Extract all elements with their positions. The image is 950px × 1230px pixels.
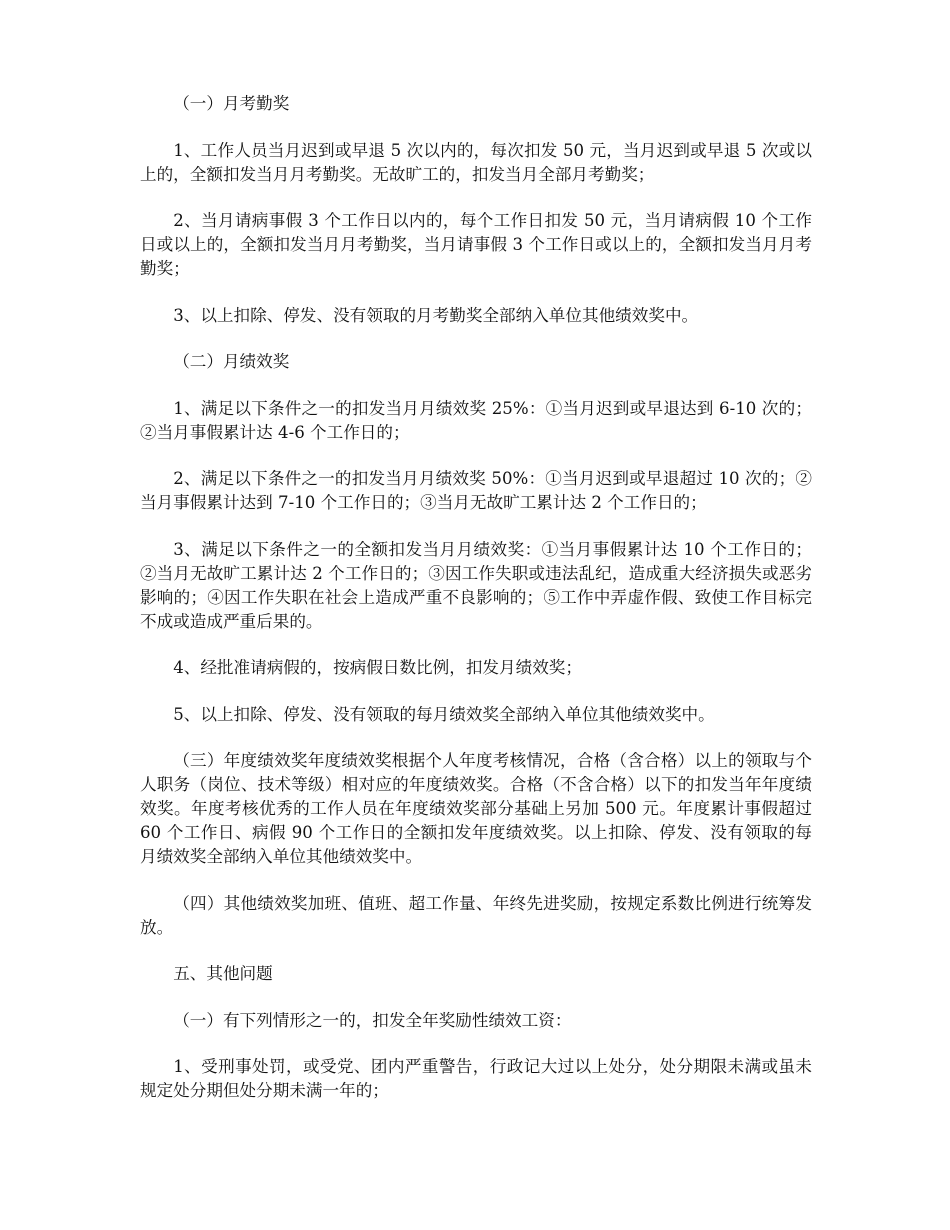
paragraph-attendance-rule-3: 3、以上扣除、停发、没有领取的月考勤奖全部纳入单位其他绩效奖中。 xyxy=(173,305,699,325)
document-body xyxy=(140,92,812,1103)
paragraph-performance-rule-3: 3、满足以下条件之一的全额扣发当月月绩效奖：①当月事假累计达 10 个工作日的；②当月无故旷工累计达 2 个工作日的；③因工作失职或违法乱纪，造成重大经济损失或恶劣影响的；④因工作失职在社会上造成严重不良影响的；⑤工作中弄虚作假、致使工作目标完不成或造成严重后果的。 xyxy=(140,539,812,631)
paragraph-other-performance: （四）其他绩效奖加班、值班、超工作量、年终先进奖励，按规定系数比例进行统筹发放。 xyxy=(140,893,812,937)
section-heading-monthly-attendance: （一）月考勤奖 xyxy=(173,94,290,113)
paragraph-attendance-rule-1: 1、工作人员当月迟到或早退 5 次以内的，每次扣发 50 元，当月迟到或早退 5 次或以上的，全额扣发当月月考勤奖。无故旷工的，扣发当月全部月考勤奖； xyxy=(140,140,812,184)
paragraph-performance-rule-5: 5、以上扣除、停发、没有领取的每月绩效奖全部纳入单位其他绩效奖中。 xyxy=(173,704,715,724)
paragraph-deduction-rule-1: 1、受刑事处罚，或受党、团内严重警告，行政记大过以上处分，处分期限未满或虽未规定处分期但处分期未满一年的； xyxy=(140,1057,812,1100)
paragraph-annual-performance: （三）年度绩效奖年度绩效奖根据个人年度考核情况，合格（含合格）以上的领取与个人职务（岗位、技术等级）相对应的年度绩效奖。合格（不含合格）以下的扣发当年年度绩效奖。年度考核优秀的工作人员在年度绩效奖部分基础上另加 500 元。年度累计事假超过 60 个工作日、病假 90 个工作日的全额扣发年度绩效奖。以上扣除、停发、没有领取的每月绩效奖全部纳入单位其他绩效奖中。 xyxy=(140,751,812,866)
paragraph-deduction-conditions: （一）有下列情形之一的，扣发全年奖励性绩效工资： xyxy=(173,1010,572,1030)
paragraph-attendance-rule-2: 2、当月请病事假 3 个工作日以内的，每个工作日扣发 50 元，当月请病假 10 个工作日或以上的，全额扣发当月月考勤奖，当月请事假 3 个工作日或以上的，全额扣发当月月考勤奖； xyxy=(140,211,812,278)
paragraph-performance-rule-1: 1、满足以下条件之一的扣发当月月绩效奖 25%：①当月迟到或早退达到 6-10 次的；②当月事假累计达 4-6 个工作日的； xyxy=(140,398,812,442)
paragraph-performance-rule-4: 4、经批准请病假的，按病假日数比例，扣发月绩效奖； xyxy=(173,658,582,677)
section-heading-other-issues: 五、其他问题 xyxy=(173,964,273,983)
paragraph-performance-rule-2: 2、满足以下条件之一的扣发当月月绩效奖 50%：①当月迟到或早退超过 10 次的；②当月事假累计达到 7-10 个工作日的；③当月无故旷工累计达 2 个工作日的； xyxy=(140,469,812,512)
section-heading-monthly-performance: （二）月绩效奖 xyxy=(173,352,290,371)
